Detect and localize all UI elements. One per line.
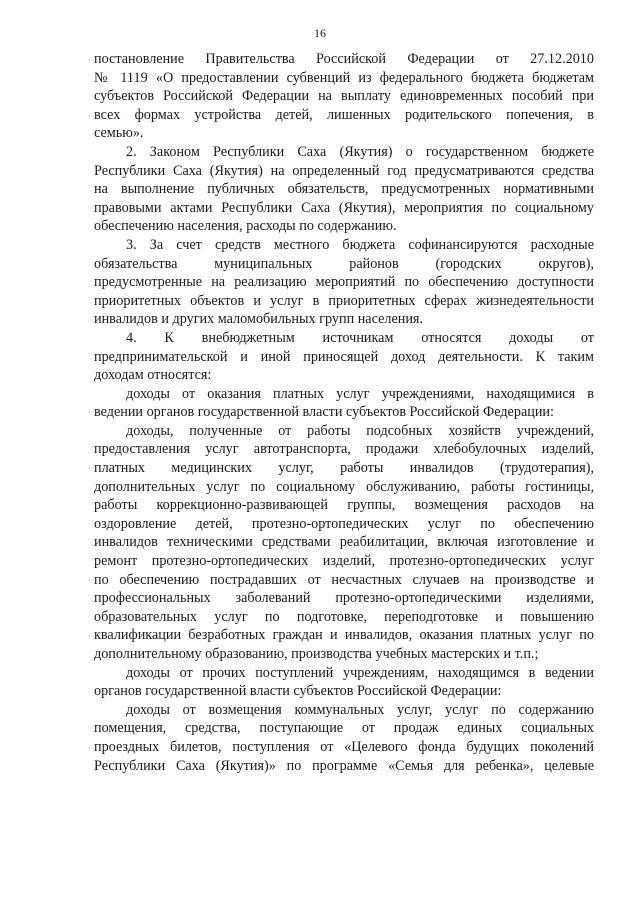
text-line: квалификации безработных граждан и инвалидов, оказания платных услуг по (94, 627, 594, 644)
text-line: профессиональных заболеваний протезно-ортопедическими изделиями, (94, 590, 594, 607)
text-line: Республики Саха (Якутия)» по программе «Семья для ребенка», целевые (94, 757, 594, 774)
text-line: ведении органов государственной власти субъектов Российской Федерации: (94, 404, 554, 421)
text-line: правовыми актами Республики Саха (Якутия), мероприятия по социальному (94, 199, 594, 216)
text-line: органов государственной власти субъектов Российской Федерации: (94, 683, 502, 700)
text-line: проездных билетов, поступления от «Целевого фонда будущих поколений (94, 738, 594, 755)
text-line: оздоровление детей, протезно-ортопедических услуг по обеспечению (94, 515, 594, 532)
text-line: доходы от возмещения коммунальных услуг, услуг по содержанию (126, 701, 594, 718)
text-line: обеспечению населения, расходы по содержанию. (94, 218, 397, 235)
text-line: № 1119 «О предоставлении субвенций из федерального бюджета бюджетам (94, 69, 594, 86)
text-line: семью». (94, 125, 144, 142)
text-line: приоритетных объектов и услуг в приоритетных сферах жизнедеятельности (94, 292, 594, 309)
text-line: обязательства муниципальных районов (городских округов), (94, 255, 594, 272)
text-line: Республики Саха (Якутия) на определенный год предусматриваются средства (94, 162, 594, 179)
text-line: инвалидов техническими средствами реабилитации, включая изготовление и (94, 534, 594, 551)
text-line: доходы, полученные от работы подсобных хозяйств учреждений, (126, 422, 594, 439)
text-line: 3. За счет средств местного бюджета софинансируются расходные (126, 236, 594, 253)
text-line: инвалидов и других маломобильных групп населения. (94, 311, 424, 328)
text-line: всех формах устройства детей, лишенных родительского попечения, в (94, 106, 594, 123)
text-line: дополнительных услуг по социальному обслуживанию, работы гостиницы, (94, 478, 594, 495)
text-line: работы коррекционно-развивающей группы, возмещения расходов на (94, 497, 594, 514)
text-line: 2. Законом Республики Саха (Якутия) о государственном бюджете (126, 143, 594, 160)
text-line: платных медицинских услуг, работы инвалидов (трудотерапия), (94, 460, 594, 477)
text-line: доходы от оказания платных услуг учреждениями, находящимися в (126, 385, 594, 402)
text-line: по обеспечению пострадавших от несчастных случаев на производстве и (94, 571, 594, 588)
text-line: дополнительному образованию, производства учебных мастерских и т.п.; (94, 646, 539, 662)
text-line: доходы от прочих поступлений учреждениям, находящимся в ведении (126, 664, 594, 681)
text-line: предпринимательской и иной приносящей доход деятельности. К таким (94, 348, 594, 365)
text-line: на выполнение публичных обязательств, предусмотренных нормативными (94, 181, 594, 198)
text-line: постановление Правительства Российской Федерации от 27.12.2010 (94, 51, 594, 67)
text-line: субъектов Российской Федерации на выплату единовременных пособий при (94, 88, 594, 105)
text-line: 4. К внебюджетным источникам относятся доходы от (126, 329, 594, 346)
text-line: доходам относятся: (94, 367, 212, 384)
text-line: ремонт протезно-ортопедических изделий, протезно-ортопедических услуг (94, 553, 594, 570)
text-line: предусмотренные на реализацию мероприятий по обеспечению доступности (94, 274, 594, 291)
text-line: образовательных услуг по подготовке, переподготовке и повышению (94, 608, 594, 625)
page-number: 16 (314, 26, 326, 40)
document-body (94, 50, 594, 775)
text-line: помещения, средства, поступающие от продаж единых социальных (94, 720, 594, 737)
text-line: предоставления услуг автотранспорта, продажи хлебобулочных изделий, (94, 441, 594, 458)
